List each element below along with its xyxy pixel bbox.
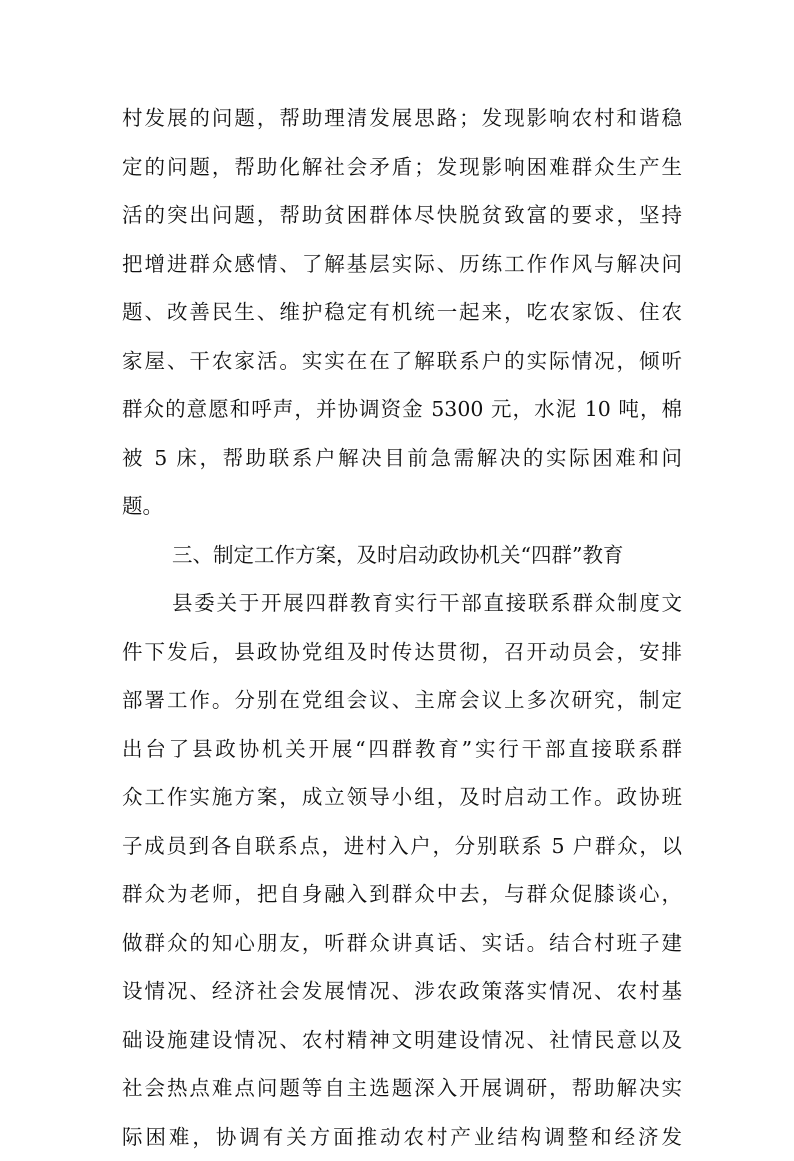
text-line: 设情况、经济社会发展情况、涉农政策落实情况、农村基 [122,967,682,1016]
text-line: 件下发后，县政协党组及时传达贯彻，召开动员会，安排 [122,628,682,677]
text-line: 础设施建设情况、农村精神文明建设情况、社情民意以及 [122,1016,682,1065]
text-line: 际困难，协调有关方面推动农村产业结构调整和经济发 [122,1113,682,1161]
text-line: 做群众的知心朋友，听群众讲真话、实话。结合村班子建 [122,919,682,968]
text-line: 部署工作。分别在党组会议、主席会议上多次研究，制定 [122,676,682,725]
text-line: 群众为老师，把自身融入到群众中去，与群众促膝谈心， [122,870,682,919]
text-line: 县委关于开展四群教育实行干部直接联系群众制度文 [122,579,682,628]
text-line: 三、制定工作方案，及时启动政协机关“四群”教育 [122,531,682,580]
text-line: 社会热点难点问题等自主选题深入开展调研，帮助解决实 [122,1064,682,1113]
text-line: 被 5 床，帮助联系户解决目前急需解决的实际困难和问 [122,434,682,483]
text-line: 群众的意愿和呼声，并协调资金 5300 元，水泥 10 吨，棉 [122,385,682,434]
text-line: 村发展的问题，帮助理清发展思路；发现影响农村和谐稳 [122,94,682,143]
text-line: 众工作实施方案，成立领导小组，及时启动工作。政协班 [122,773,682,822]
document-body [122,94,682,1161]
text-line: 出台了县政协机关开展“四群教育”实行干部直接联系群 [122,725,682,774]
text-line: 定的问题，帮助化解社会矛盾；发现影响困难群众生产生 [122,143,682,192]
text-line: 把增进群众感情、了解基层实际、历练工作作风与解决问 [122,240,682,289]
text-line: 题。 [122,482,682,531]
text-line: 子成员到各自联系点，进村入户，分别联系 5 户群众，以 [122,822,682,871]
text-line: 家屋、干农家活。实实在在了解联系户的实际情况，倾听 [122,337,682,386]
text-line: 活的突出问题，帮助贫困群体尽快脱贫致富的要求，坚持 [122,191,682,240]
text-line: 题、改善民生、维护稳定有机统一起来，吃农家饭、住农 [122,288,682,337]
